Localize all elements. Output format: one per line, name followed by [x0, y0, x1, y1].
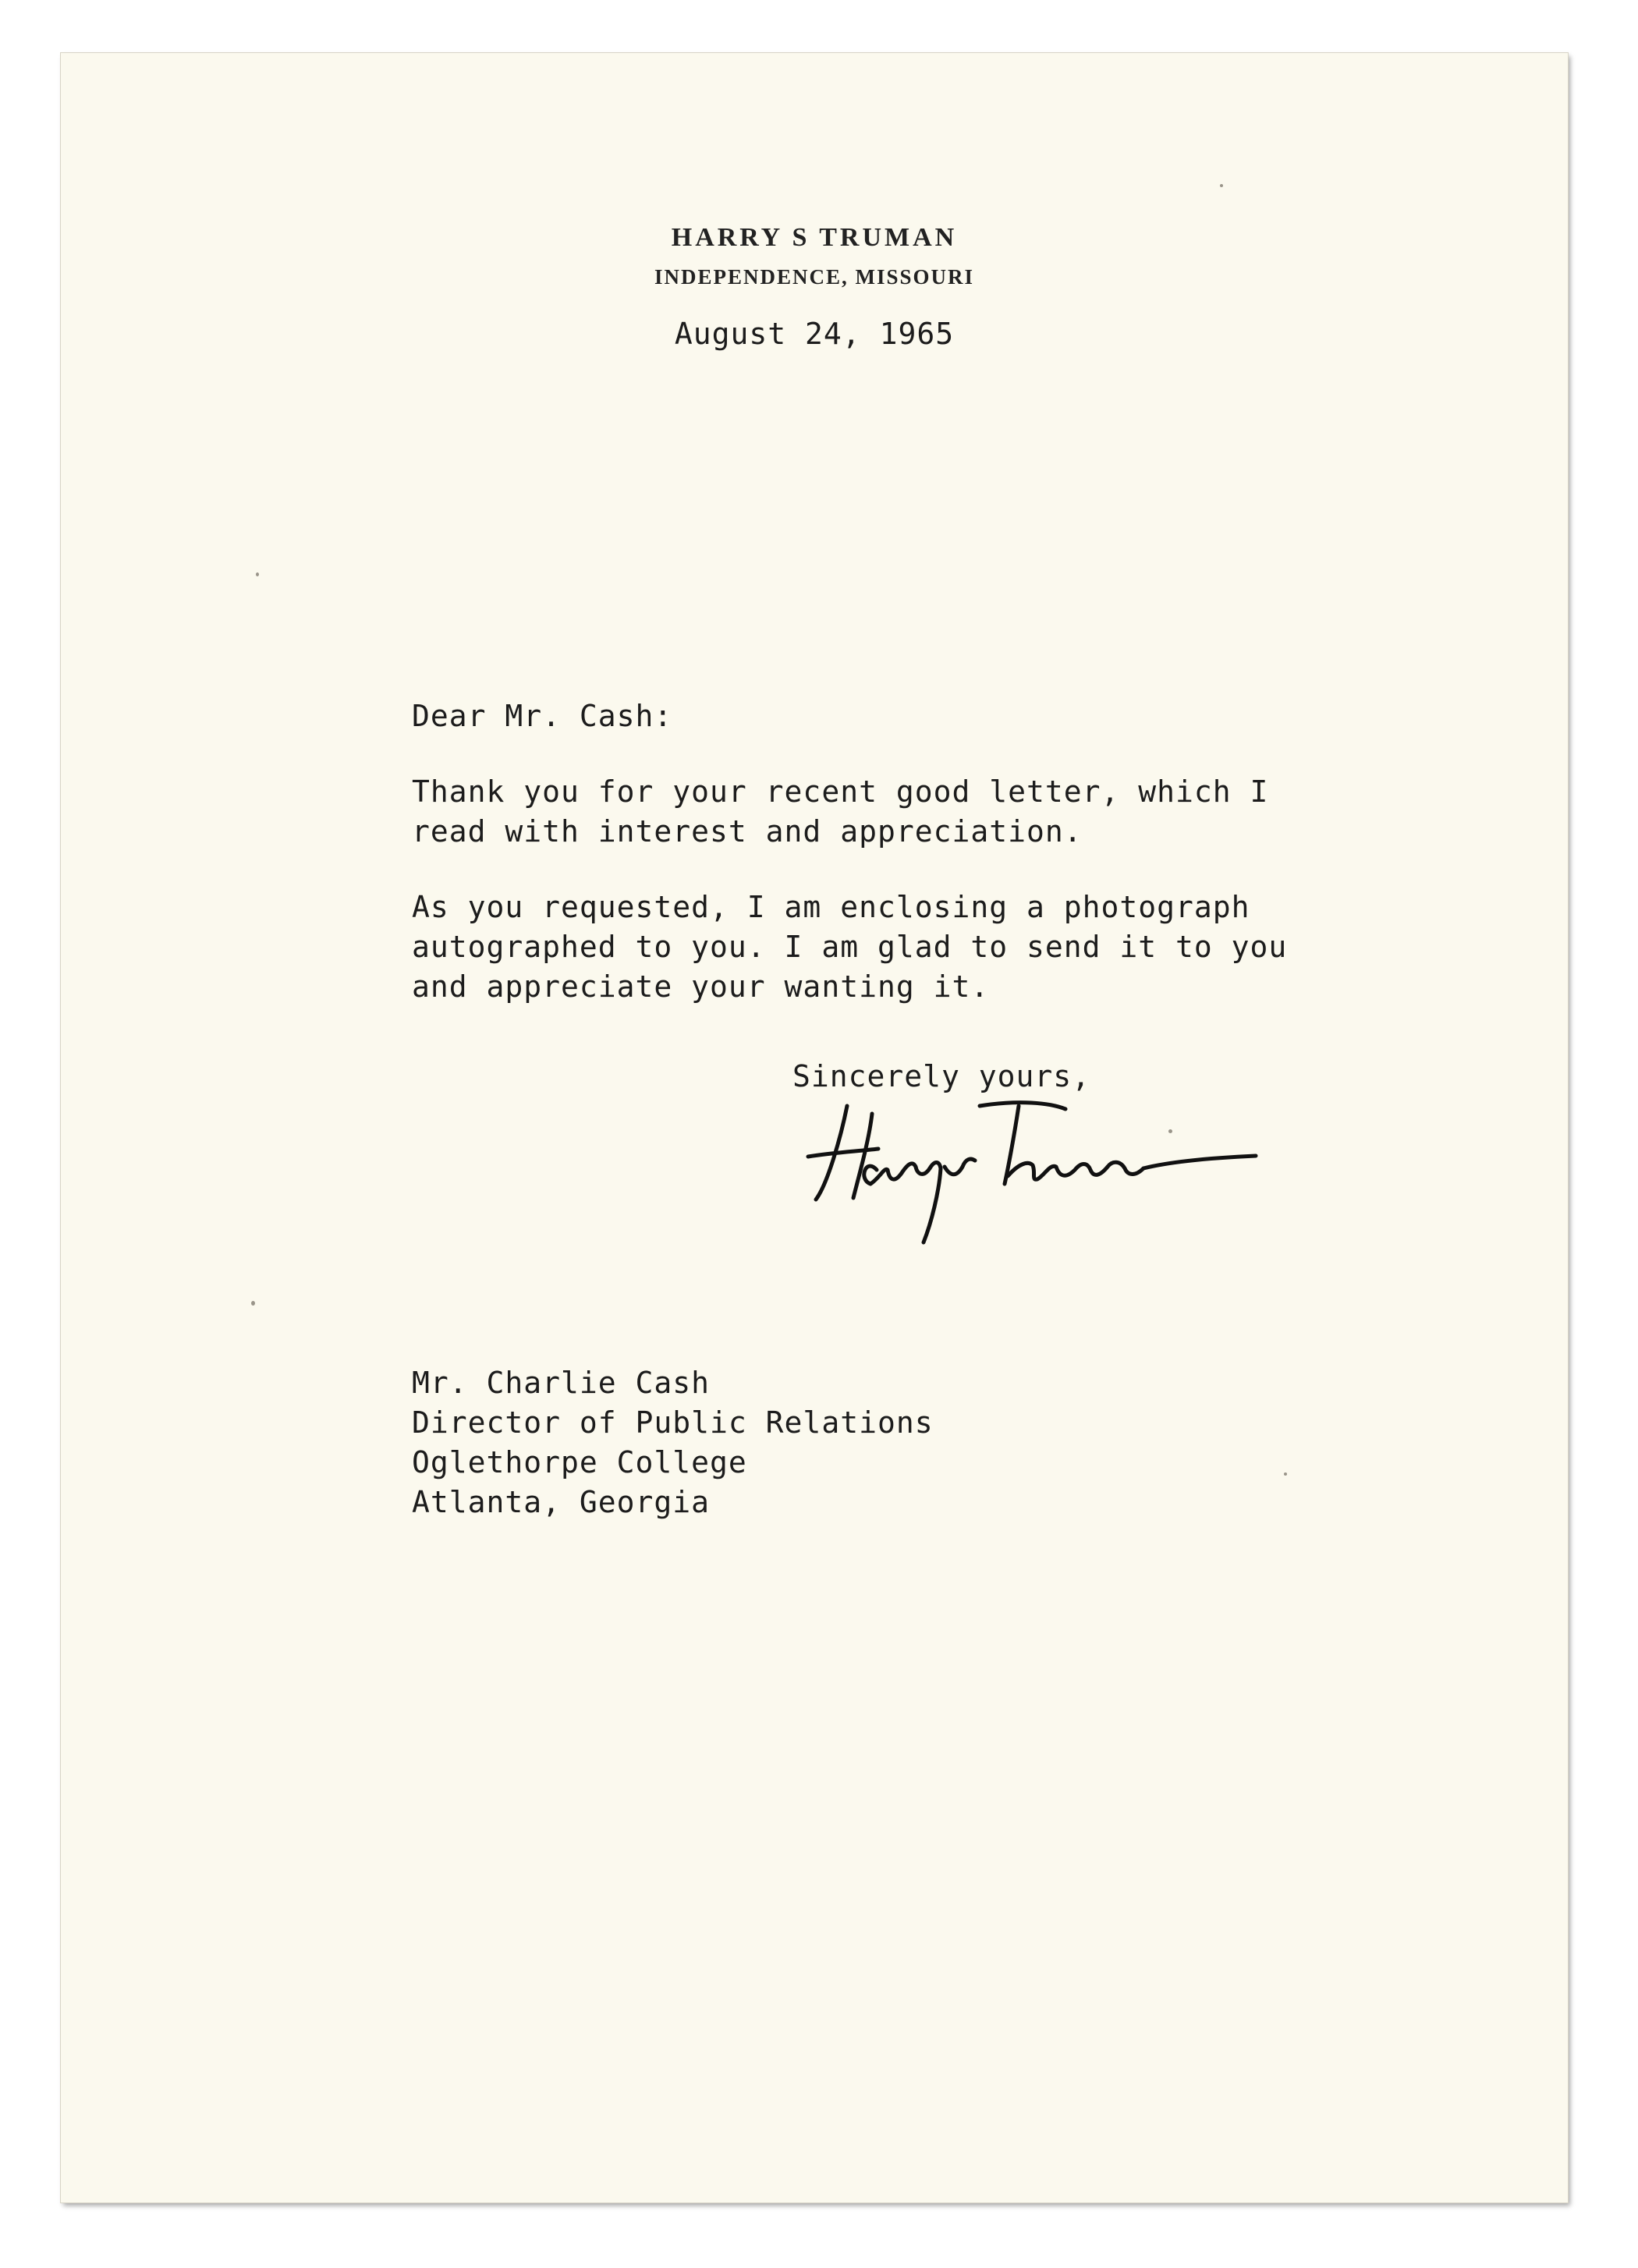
- body-line: and appreciate your wanting it.: [412, 969, 990, 1004]
- body-paragraph-2: [412, 888, 1287, 1007]
- paper-speck: [256, 572, 259, 576]
- body-paragraph-1: [412, 772, 1268, 852]
- recipient-address: [412, 1363, 934, 1522]
- body-line: Thank you for your recent good letter, which I: [412, 774, 1269, 809]
- paper-speck: [1284, 1472, 1287, 1476]
- closing: Sincerely yours,: [792, 1059, 1091, 1093]
- salutation: Dear Mr. Cash:: [412, 699, 673, 733]
- letter-page: [61, 53, 1568, 2202]
- address-line: Atlanta, Georgia: [412, 1485, 711, 1519]
- handwritten-signature: [785, 1083, 1268, 1285]
- paper-speck: [251, 1301, 255, 1306]
- paper-speck: [1220, 184, 1223, 187]
- letterhead-place: INDEPENDENCE, MISSOURI: [654, 265, 975, 289]
- address-line: Director of Public Relations: [412, 1405, 934, 1440]
- address-line: Mr. Charlie Cash: [412, 1366, 711, 1400]
- body-line: As you requested, I am enclosing a photograph: [412, 890, 1250, 924]
- body-line: autographed to you. I am glad to send it to you: [412, 930, 1288, 964]
- body-line: read with interest and appreciation.: [412, 814, 1083, 849]
- address-line: Oglethorpe College: [412, 1445, 747, 1480]
- letterhead-name: HARRY S TRUMAN: [671, 223, 958, 252]
- letter-date: August 24, 1965: [674, 317, 955, 351]
- paper-speck: [1168, 1129, 1172, 1133]
